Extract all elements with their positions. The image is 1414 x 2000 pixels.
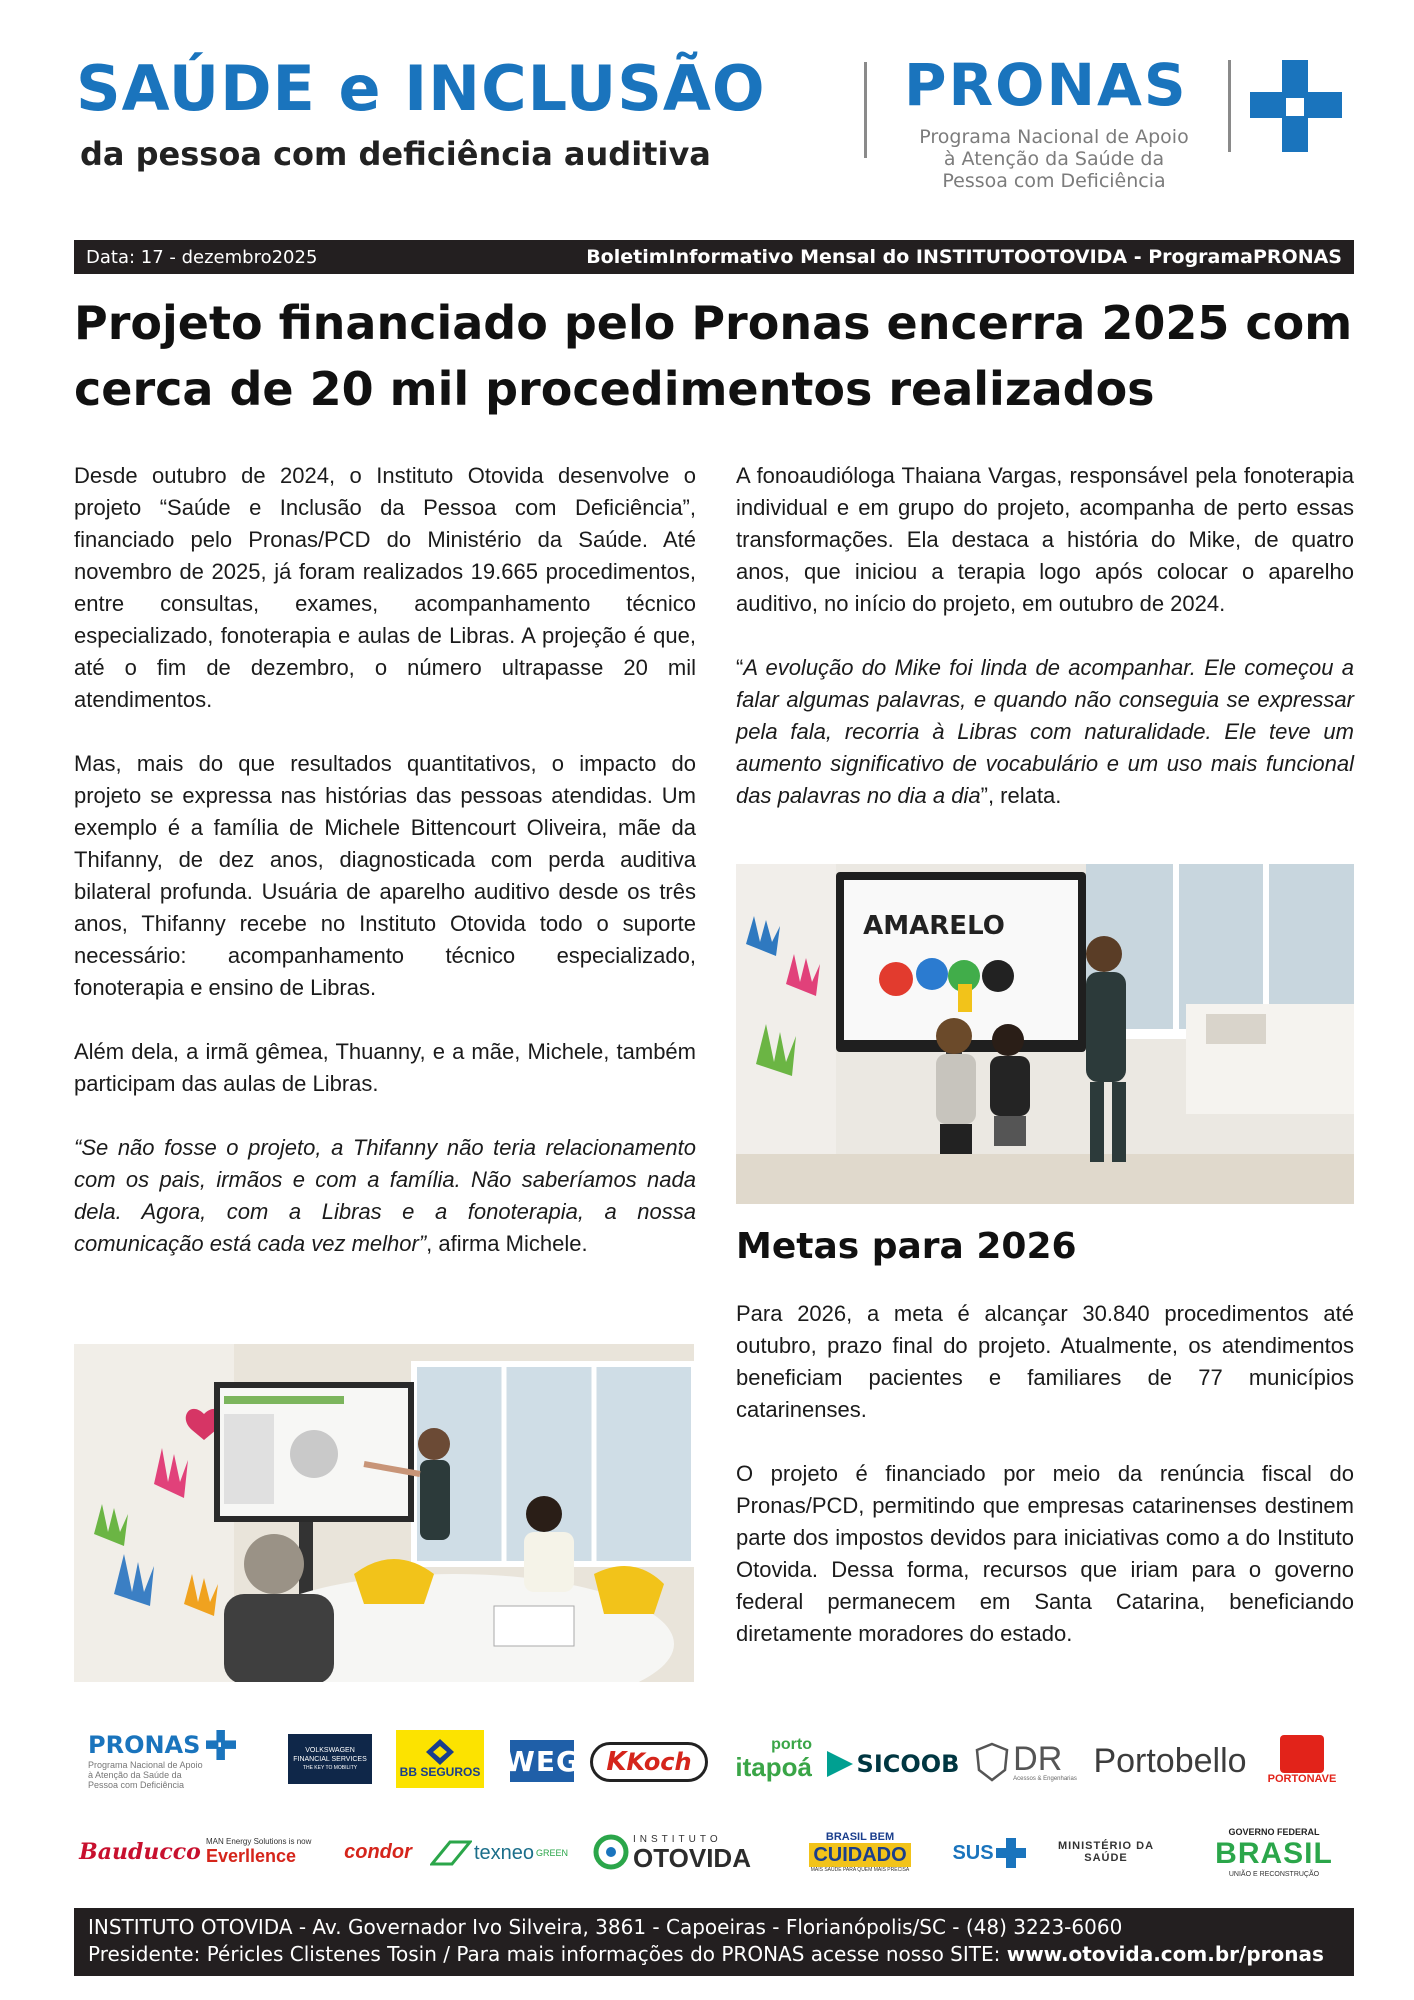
bulletin-title: BoletimInformativo Mensal do INSTITUTOOTOVIDA - ProgramaPRONAS: [586, 246, 1342, 268]
footer-contact: [88, 1941, 1340, 1968]
quote-open: “: [736, 655, 744, 680]
sponsor-pronas-desc: [88, 1760, 203, 1790]
pronas-logo-name: PRONAS: [904, 51, 1188, 119]
otovida-name: OTOVIDA: [633, 1842, 751, 1873]
bb-name: BB SEGUROS: [399, 1765, 481, 1779]
brasil-bem: BRASIL BEM: [825, 1831, 895, 1843]
governo-line: GOVERNO FEDERAL: [1228, 1826, 1320, 1837]
weg-name: WEG: [504, 1744, 580, 1778]
portonave-name: PORTONAVE: [1267, 1773, 1337, 1785]
sus-cross-icon: [996, 1838, 1026, 1868]
dr-name: DR: [1013, 1740, 1063, 1778]
sponsor-pronas-name: PRONAS: [88, 1731, 201, 1759]
paragraph: A fonoaudióloga Thaiana Vargas, responsável pela fonoterapia individual e em grupo do projeto, acompanha de perto essas transformações. Ela destaca a história do Mike, de quatro anos, que iniciou a terapia logo após colocar o aparelho auditivo, no início do projeto, em outubro de 2024.: [736, 463, 1354, 616]
bauducco-name: Bauducco: [79, 1839, 201, 1865]
koch-name: Koch: [626, 1748, 692, 1776]
photo-group-class: [74, 1344, 694, 1682]
header-divider: [864, 62, 867, 158]
cuidado: CUIDADO: [809, 1843, 910, 1867]
sponsor-dr-logo: [972, 1736, 1080, 1788]
vw-line: VOLKSWAGEN: [305, 1746, 355, 1754]
desc-line: Programa Nacional de Apoio: [88, 1760, 203, 1770]
dr-sub: Acessos & Engenharias: [1013, 1776, 1077, 1782]
sponsor-sicoob-logo: [826, 1744, 960, 1784]
sponsor-portobello-logo: [1088, 1740, 1252, 1782]
quote-attribution: ”, relata.: [980, 783, 1062, 808]
section-heading: Metas para 2026: [736, 1226, 1077, 1267]
condor-name: condor: [344, 1840, 412, 1863]
pronas-logo-description: [904, 126, 1204, 192]
sponsor-ministerio-saude-logo: [1044, 1832, 1168, 1872]
everllence-name: Everllence: [206, 1846, 297, 1866]
sponsor-portonave-logo: [1262, 1728, 1342, 1792]
page-title: SAÚDE e INCLUSÃO: [76, 52, 766, 125]
cuidado-sub: MAIS SAÚDE PARA QUEM MAIS PRECISA: [810, 1867, 910, 1873]
itapoa-word: itapoá: [735, 1752, 812, 1782]
uniao-line: UNIÃO E RECONSTRUÇÃO: [1228, 1870, 1320, 1878]
sponsor-pronas-logo: [88, 1728, 248, 1792]
quote-attribution: , afirma Michele.: [426, 1231, 588, 1256]
sponsor-texneo-logo: [424, 1832, 574, 1874]
sponsor-everllence-logo: [206, 1830, 332, 1874]
sicoob-name: SICOOB: [856, 1750, 960, 1778]
sponsor-governo-federal-logo: [1196, 1816, 1352, 1888]
paragraph: O projeto é financiado por meio da renúncia fiscal do Pronas/PCD, permitindo que empresas catarinenses destinem parte dos impostos devidos para iniciativas como a do Instituto Otovida. Dessa forma, recursos que iriam para o governo federal permanecem em Santa Catarina, beneficiando diretamente moradores do estado.: [736, 1461, 1354, 1646]
right-column: [736, 460, 1354, 812]
goals-section: [736, 1298, 1354, 1650]
sus-name: SUS: [952, 1841, 994, 1864]
sponsor-bb-seguros-logo: [396, 1730, 484, 1788]
footer: [74, 1908, 1354, 1976]
sponsor-koch-logo: K Koch: [590, 1742, 708, 1782]
sponsor-weg-logo: [504, 1740, 580, 1782]
pronas-cross-icon: [206, 1730, 236, 1760]
quote-paragraph: [736, 652, 1354, 812]
paragraph: Desde outubro de 2024, o Instituto Otovida desenvolve o projeto “Saúde e Inclusão da Pessoa com Deficiência”, financiado pelo Pronas/PCD do Ministério da Saúde. Até novembro de 2025, já foram realizados 19.665 procedimentos, entre consultas, exames, acompanhamento técnico especializado, fonoterapia e aulas de Libras. A projeção é que, até o fim de dezembro, o número ultrapasse 20 mil atendimentos.: [74, 463, 696, 712]
quote-text: A evolução do Mike foi linda de acompanhar. Ele começou a falar algumas palavras, e quando não conseguia se expressar pela fala, recorria à Libras com naturalidade. Ele teve um aumento significativo de vocabulário e um uso mais funcional das palavras no dia a dia: [736, 655, 1354, 808]
info-bar: [74, 240, 1354, 274]
otovida-pre: INSTITUTO: [633, 1833, 722, 1845]
sponsor-sus-logo: [948, 1834, 1030, 1872]
sponsor-vw-logo: [288, 1734, 372, 1784]
article-headline: Projeto financiado pelo Pronas encerra 2025 com cerca de 20 mil procedimentos realizados: [74, 296, 1353, 416]
sicoob-icon: [827, 1751, 853, 1777]
otovida-icon: [593, 1834, 629, 1870]
texneo-green: GREEN: [536, 1848, 569, 1858]
quote-paragraph: [74, 1132, 696, 1260]
paragraph: Mas, mais do que resultados quantitativos, o impacto do projeto se expressa nas histórias das pessoas atendidas. Um exemplo é a família de Michele Bittencourt Oliveira, mãe da Thifanny, de dez anos, diagnosticada com perda auditiva bilateral profunda. Usuária de aparelho auditivo desde os três anos, Thifanny recebe no Instituto Otovida todo o suporte necessário: acompanhamento técnico especializado, fonoterapia e ensino de Libras.: [74, 751, 696, 1000]
sponsor-brasil-bem-cuidado-logo: [790, 1824, 930, 1880]
footer-address: INSTITUTO OTOVIDA - Av. Governador Ivo Silveira, 3861 - Capoeiras - Florianópolis/SC - (48) 3223-6060: [88, 1915, 1123, 1939]
ministerio-line: SAÚDE: [1084, 1852, 1128, 1864]
paragraph: Para 2026, a meta é alcançar 30.840 procedimentos até outubro, prazo final do projeto. Atualmente, os atendimentos beneficiam pacientes e familiares de 77 municípios catarinenses.: [736, 1301, 1354, 1422]
left-column: [74, 460, 696, 1260]
pronas-desc-line: Programa Nacional de Apoio: [919, 126, 1189, 148]
issue-date: Data: 17 - dezembro2025: [86, 246, 318, 268]
sponsor-bauducco-logo: [79, 1830, 201, 1874]
screen-word: AMARELO: [863, 911, 1005, 941]
quote-text: “Se não fosse o projeto, a Thifanny não teria relacionamento com os pais, irmãos e com a família. Não saberíamos nada dela. Agora, com a Libras e a fonoterapia, a nossa comunicação está cada vez melhor”: [74, 1135, 696, 1256]
ministerio-line: MINISTÉRIO DA: [1057, 1840, 1155, 1852]
bb-icon: [426, 1739, 454, 1765]
pronas-cross-icon: [1250, 60, 1342, 152]
pronas-divider: [1228, 60, 1231, 152]
page-subtitle: da pessoa com deficiência auditiva: [80, 135, 711, 173]
photo-therapy-screen: [736, 864, 1354, 1204]
paragraph: Além dela, a irmã gêmea, Thuanny, e a mãe, Michele, também participam das aulas de Libras.: [74, 1039, 696, 1096]
pronas-desc-line: à Atenção da Saúde da: [943, 148, 1165, 170]
everllence-pre: MAN Energy Solutions is now: [206, 1837, 312, 1846]
texneo-icon: [430, 1840, 472, 1866]
portobello-name: Portobello: [1093, 1741, 1247, 1780]
sponsor-condor-logo: [338, 1830, 418, 1874]
sponsor-otovida-logo: [582, 1826, 762, 1878]
sponsor-porto-itapoa-logo: [722, 1728, 812, 1790]
porto-word: porto: [771, 1736, 812, 1753]
footer-site-link[interactable]: www.otovida.com.br/pronas: [1006, 1942, 1324, 1966]
brasil-word: BRASIL: [1215, 1836, 1333, 1870]
dr-shield-icon: [975, 1742, 1009, 1782]
desc-line: à Atenção da Saúde da: [88, 1770, 182, 1780]
desc-line: Pessoa com Deficiência: [88, 1780, 185, 1790]
footer-president: Presidente: Péricles Clistenes Tosin / Para mais informações do PRONAS acesse nosso SITE:: [88, 1942, 1007, 1966]
vw-line: FINANCIAL SERVICES: [293, 1755, 367, 1763]
vw-line: THE KEY TO MOBILITY: [302, 1764, 358, 1771]
pronas-desc-line: Pessoa com Deficiência: [942, 170, 1166, 192]
texneo-name: texneo: [473, 1841, 535, 1864]
